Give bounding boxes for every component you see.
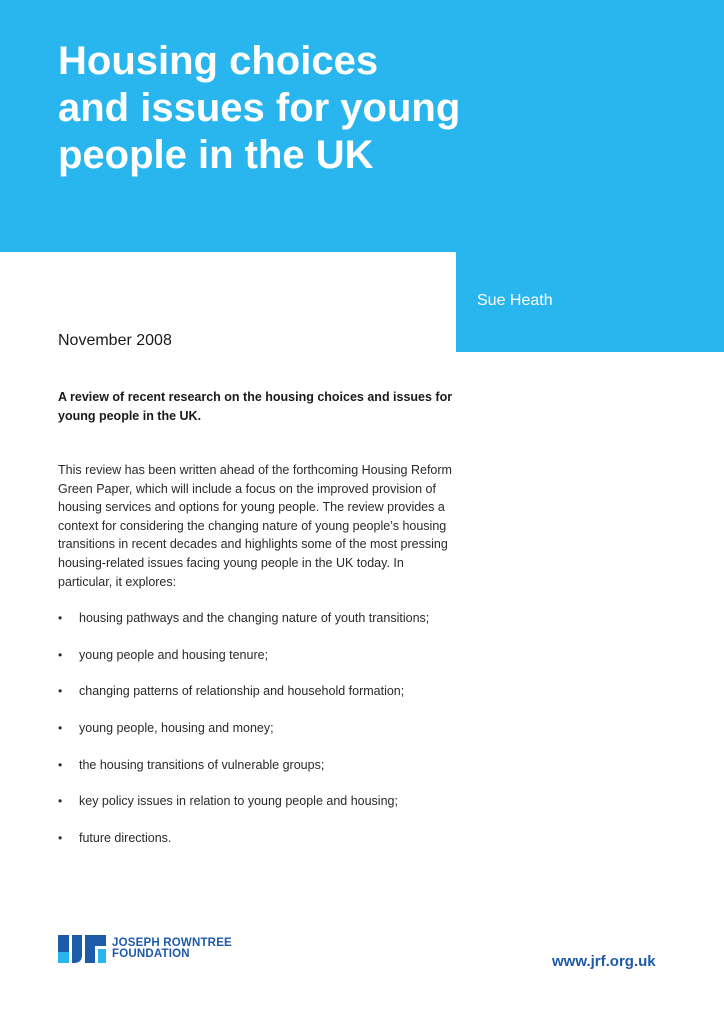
bullet-icon: • bbox=[58, 794, 63, 809]
bullet-icon: • bbox=[58, 611, 63, 625]
list-item-text: changing patterns of relationship and household formation; bbox=[79, 684, 405, 699]
title-line-1: Housing choices bbox=[58, 39, 379, 83]
list-item-text: the housing transitions of vulnerable groups; bbox=[79, 757, 325, 772]
list-item bbox=[58, 718, 478, 755]
publication-date: November 2008 bbox=[58, 332, 172, 349]
list-item-text: future directions. bbox=[79, 831, 172, 846]
list-item bbox=[58, 755, 478, 792]
intro-summary: A review of recent research on the housing choices and issues for young people in the UK. bbox=[58, 390, 453, 423]
author-name: Sue Heath bbox=[477, 292, 553, 309]
topics-list bbox=[58, 608, 478, 865]
list-item bbox=[58, 828, 478, 865]
logo-line-2: FOUNDATION bbox=[112, 948, 190, 960]
list-item-text: housing pathways and the changing nature of youth transitions; bbox=[79, 611, 430, 625]
body-paragraph: This review has been written ahead of the forthcoming Housing Reform Green Paper, which will include a focus on the improved provision of housing services and options for young people. The review provides a context for considering the changing nature of young people’s housing transitions in recent decades and highlights some of the most pressing housing-related issues facing young people in the UK today. In particular, it explores: bbox=[58, 463, 452, 589]
list-item-text: young people, housing and money; bbox=[79, 721, 274, 736]
author-box bbox=[456, 252, 724, 352]
list-item-text: young people and housing tenure; bbox=[79, 647, 269, 662]
list-item bbox=[58, 608, 478, 645]
list-item-text: key policy issues in relation to young people and housing; bbox=[79, 794, 398, 809]
report-title bbox=[58, 38, 618, 179]
list-item bbox=[58, 645, 478, 682]
logo-wordmark bbox=[112, 938, 232, 960]
jrf-logo bbox=[58, 935, 258, 965]
list-item bbox=[58, 791, 478, 828]
website-link[interactable]: www.jrf.org.uk bbox=[552, 953, 656, 970]
bullet-icon: • bbox=[58, 647, 63, 662]
bullet-icon: • bbox=[58, 831, 63, 846]
logo-line-1: JOSEPH ROWNTREE bbox=[112, 937, 232, 949]
bullet-icon: • bbox=[58, 684, 63, 699]
title-line-2: and issues for young bbox=[58, 86, 461, 130]
bullet-icon: • bbox=[58, 721, 63, 736]
title-line-3: people in the UK bbox=[58, 133, 374, 177]
bullet-icon: • bbox=[58, 757, 63, 772]
jrf-logo-icon bbox=[58, 935, 106, 963]
list-item bbox=[58, 681, 478, 718]
